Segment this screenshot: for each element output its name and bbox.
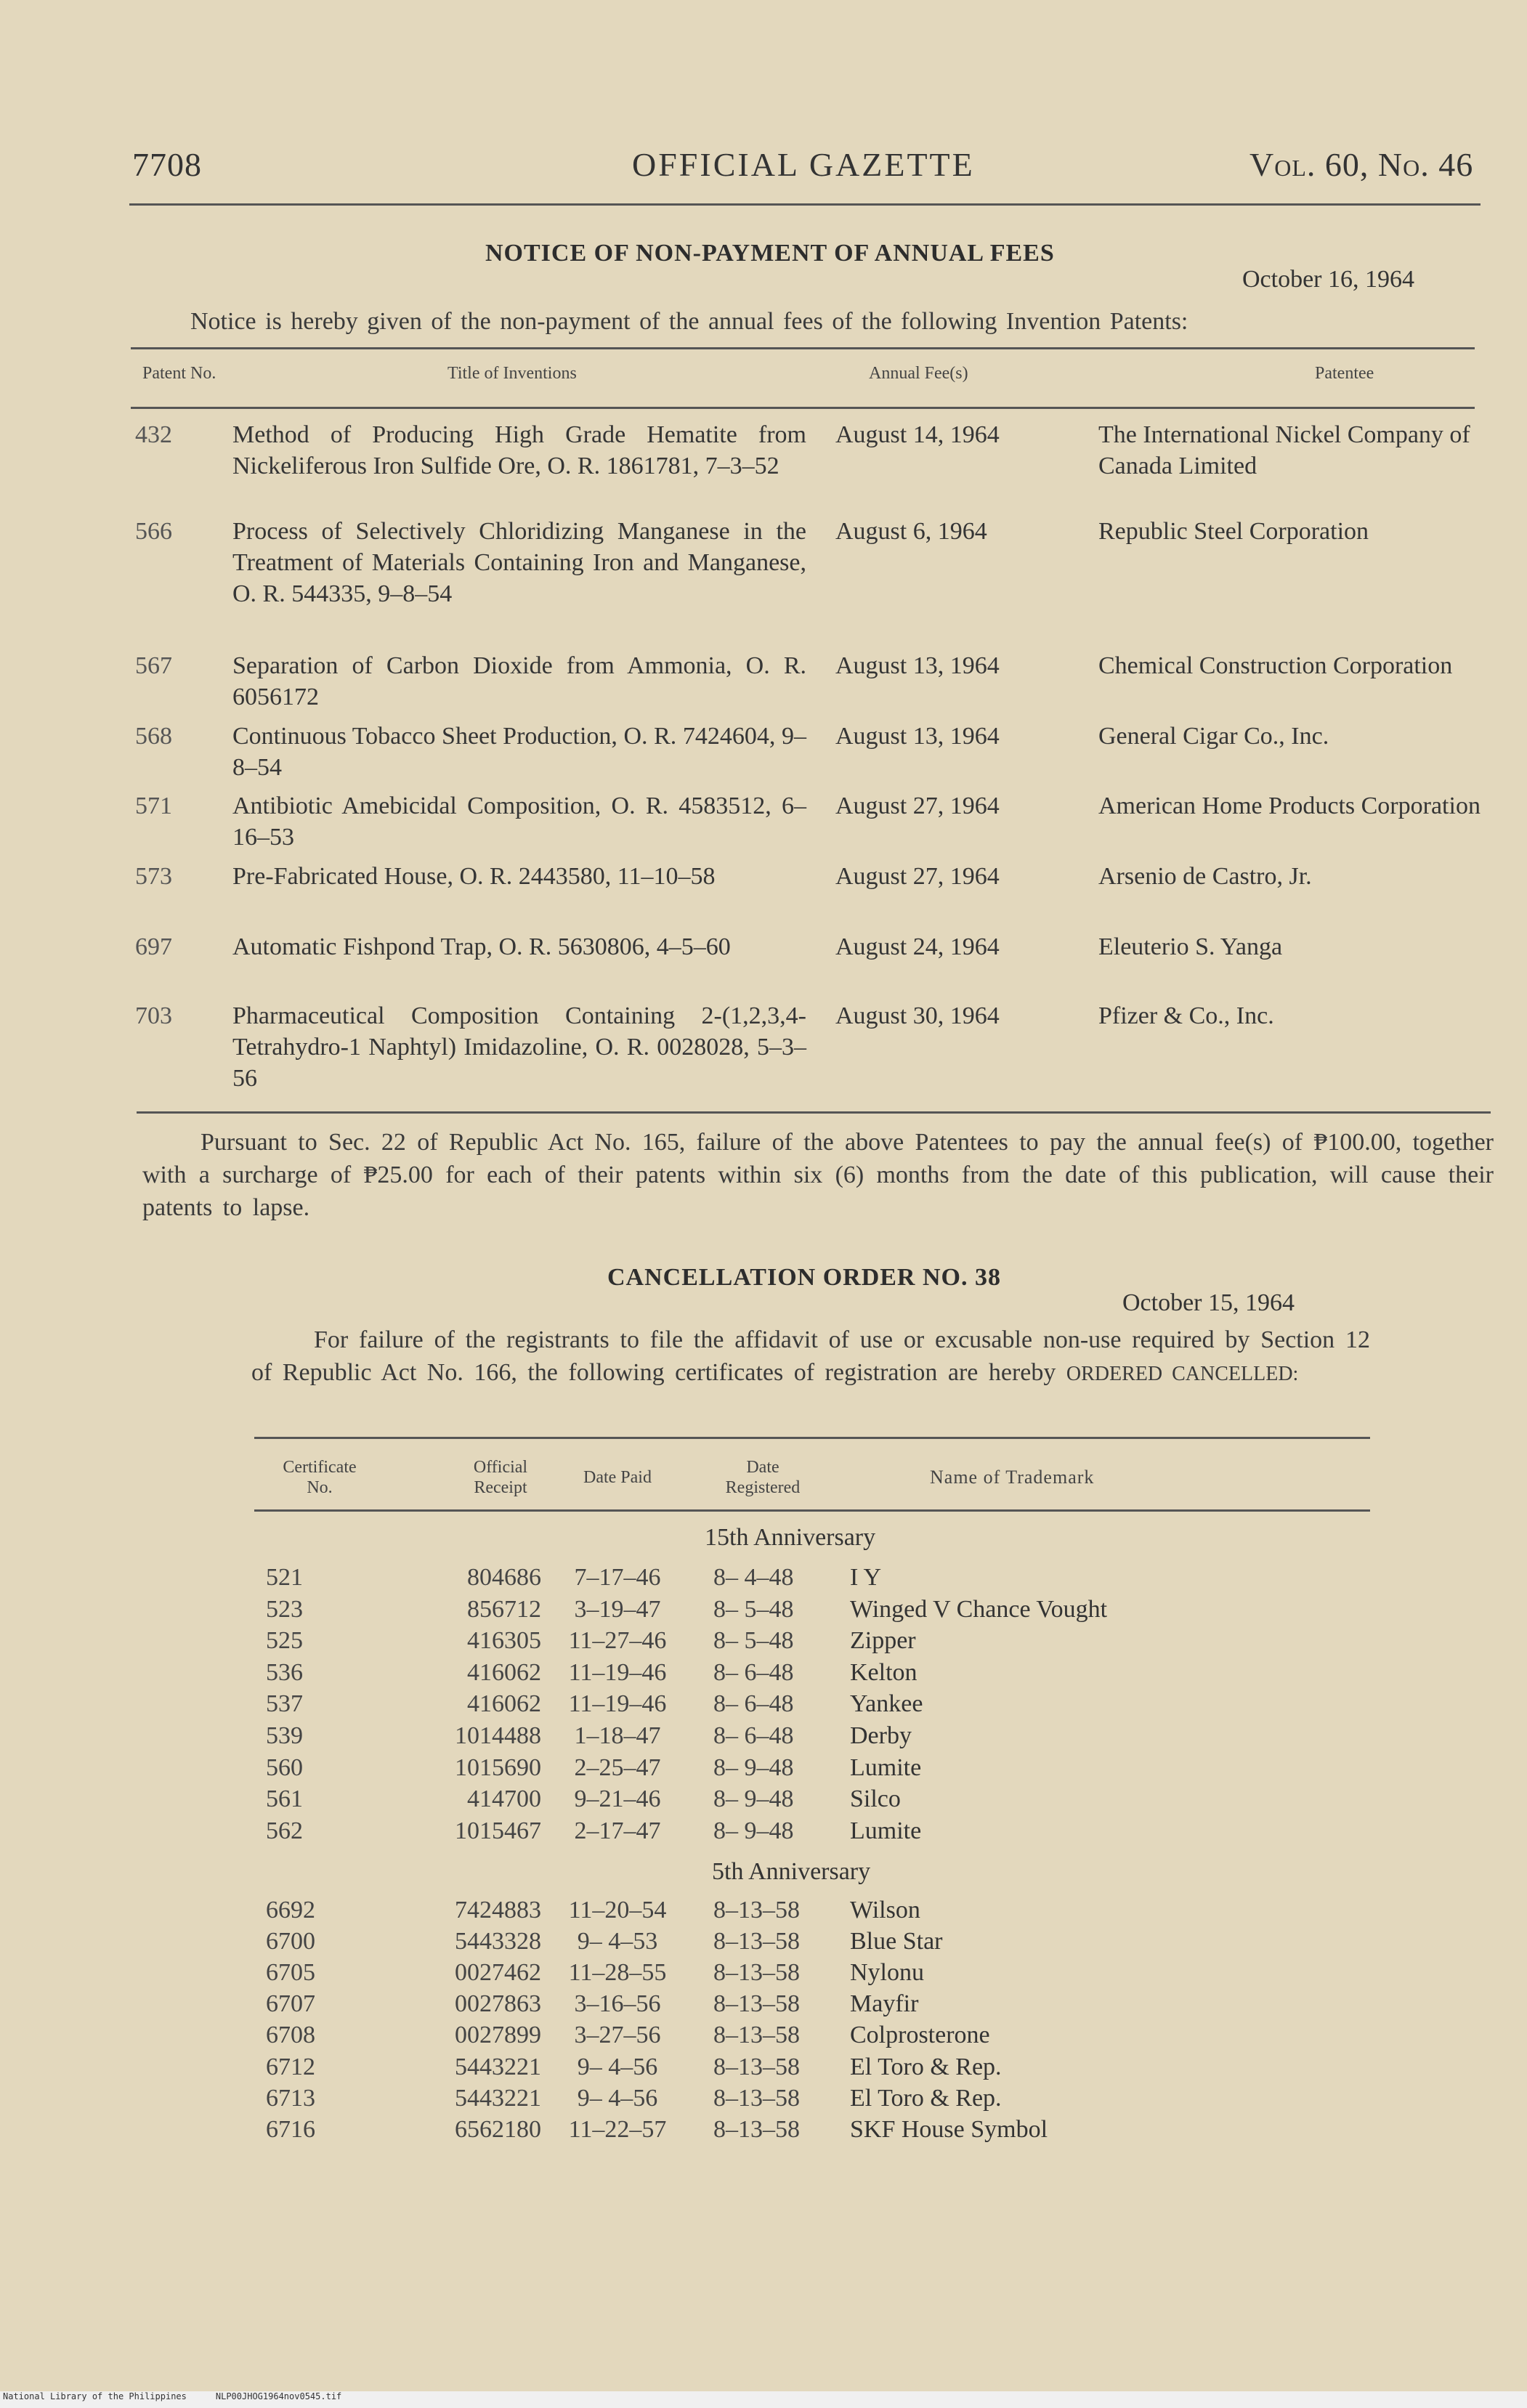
invention-title: Antibiotic Amebicidal Composition, O. R. 4583512, 6–16–53 [232, 792, 806, 851]
table-header-rule [131, 407, 1475, 409]
date-paid: 11–19–46 [568, 1690, 667, 1718]
certificate-no: 6708 [266, 2022, 315, 2049]
certificate-row [0, 1594, 1527, 1626]
annual-fee-date: August 14, 1964 [835, 421, 1000, 448]
patent-no: 571 [135, 792, 172, 819]
cert-table-top-rule [254, 1437, 1370, 1439]
certificate-no: 562 [266, 1817, 303, 1844]
date-paid: 2–17–47 [574, 1817, 661, 1844]
official-receipt: 5443328 [455, 1928, 541, 1955]
date-paid: 3–27–56 [574, 2022, 661, 2049]
invention-title: Pre-Fabricated House, O. R. 2443580, 11–10–58 [232, 863, 716, 890]
col-date-registered [705, 1457, 821, 1498]
invention-title: Pharmaceutical Composition Containing 2-(1,2,3,4-Tetrahydro-1 Naphtyl) Imidazoline, O. R. 0028028, 5–3–56 [232, 1002, 806, 1092]
date-registered: 8– 5–48 [713, 1627, 794, 1655]
notice-title: NOTICE OF NON-PAYMENT OF ANNUAL FEES [485, 240, 1055, 267]
official-receipt: 856712 [467, 1595, 541, 1623]
certificate-row [0, 2019, 1527, 2051]
patent-no: 568 [135, 723, 172, 750]
col-title: Title of Inventions [447, 364, 577, 383]
certificate-row [0, 2051, 1527, 2083]
header-rule [129, 203, 1481, 206]
certificate-no: 523 [266, 1595, 303, 1623]
volume-number: Vol. 60, No. 46 [1249, 146, 1474, 183]
certificate-no: 6705 [266, 1959, 315, 1987]
certificate-no: 521 [266, 1564, 303, 1591]
date-paid: 9– 4–53 [577, 1928, 658, 1955]
patentee: Pfizer & Co., Inc. [1098, 1002, 1274, 1029]
certificate-no: 6716 [266, 2115, 315, 2143]
patent-no: 566 [135, 518, 172, 545]
patentee: Chemical Construction Corporation [1098, 652, 1453, 679]
official-receipt: 6562180 [455, 2115, 541, 2143]
trademark-name: Mayfir [850, 1990, 919, 2018]
col-registered-line2: Registered [725, 1478, 801, 1497]
date-registered: 8– 9–48 [713, 1785, 794, 1813]
trademark-name: Wilson [850, 1897, 920, 1923]
trademark-name: I Y [850, 1564, 882, 1591]
pursuant-paragraph: Pursuant to Sec. 22 of Republic Act No. 165, failure of the above Patentees to pay the annual fee(s) of ₱100.00, together with a surcharge of ₱25.00 for each of their patents within six (6) months from the date of this publication, will cause their patents to lapse. [142, 1129, 1494, 1221]
annual-fee-date: August 13, 1964 [835, 652, 1000, 679]
col-patentee: Patentee [1315, 364, 1374, 383]
date-registered: 8–13–58 [713, 2053, 800, 2080]
certificate-row [0, 1562, 1527, 1594]
trademark-name: Nylonu [850, 1959, 924, 1987]
certificate-no: 536 [266, 1658, 303, 1686]
cancellation-title: CANCELLATION ORDER NO. 38 [607, 1264, 1001, 1291]
official-receipt: 416062 [467, 1690, 541, 1718]
certificate-row [0, 1957, 1527, 1989]
official-receipt: 5443221 [455, 2084, 541, 2112]
certificate-row [0, 1894, 1527, 1926]
official-receipt: 7424883 [455, 1897, 541, 1923]
date-registered: 8– 6–48 [713, 1722, 794, 1749]
certificate-row [0, 2114, 1527, 2146]
annual-fee-date: August 13, 1964 [835, 723, 1000, 750]
certificate-row [0, 2083, 1527, 2115]
official-receipt: 0027462 [455, 1959, 541, 1987]
invention-title: Automatic Fishpond Trap, O. R. 5630806, 4–5–60 [232, 933, 731, 960]
date-registered: 8–13–58 [713, 2022, 800, 2049]
certificate-row [0, 1815, 1527, 1847]
scan-footer [0, 2391, 1527, 2408]
annual-fee-date: August 27, 1964 [835, 863, 1000, 890]
table-top-rule [131, 347, 1475, 349]
trademark-name: SKF House Symbol [850, 2115, 1048, 2143]
trademark-name: Winged V Chance Vought [850, 1595, 1108, 1623]
certificate-no: 537 [266, 1690, 303, 1718]
certificate-no: 560 [266, 1754, 303, 1781]
date-registered: 8– 5–48 [713, 1595, 794, 1623]
col-receipt-line1: Official [473, 1458, 528, 1477]
patentee: Eleuterio S. Yanga [1098, 933, 1283, 960]
official-receipt: 1015690 [455, 1754, 541, 1781]
trademark-name: El Toro & Rep. [850, 2053, 1002, 2080]
date-paid: 9–21–46 [574, 1785, 661, 1813]
cancellation-intro-text: For failure of the registrants to file the affidavit of use or excusable non-use required by Section 12 of Republic Act No. 166, the following certificates of registration are hereby [251, 1326, 1370, 1386]
trademark-name: Lumite [850, 1754, 922, 1781]
trademark-name: Kelton [850, 1658, 918, 1686]
date-paid: 11–19–46 [568, 1658, 667, 1686]
date-paid: 9– 4–56 [577, 2053, 658, 2080]
trademark-name: El Toro & Rep. [850, 2084, 1002, 2112]
certificate-no: 6713 [266, 2084, 315, 2112]
official-receipt: 5443221 [455, 2053, 541, 2080]
certificate-row [0, 1688, 1527, 1720]
official-receipt: 1014488 [455, 1722, 541, 1749]
date-registered: 8–13–58 [713, 1897, 800, 1923]
patent-no: 432 [135, 421, 172, 448]
certificate-no: 6700 [266, 1928, 315, 1955]
patent-no: 567 [135, 652, 172, 679]
patentee: The International Nickel Company of Canada Limited [1098, 421, 1470, 479]
col-trademark: Name of Trademark [930, 1467, 1095, 1488]
group-label: 15th Anniversary [705, 1524, 876, 1551]
table-bottom-rule [137, 1111, 1491, 1114]
patentee: Republic Steel Corporation [1098, 518, 1369, 545]
date-registered: 8– 6–48 [713, 1690, 794, 1718]
footer-library: National Library of the Philippines [3, 2391, 187, 2401]
official-receipt: 414700 [467, 1785, 541, 1813]
invention-title: Continuous Tobacco Sheet Production, O. R. 7424604, 9–8–54 [232, 723, 806, 781]
trademark-name: Colprosterone [850, 2022, 990, 2049]
notice-date: October 16, 1964 [1242, 266, 1415, 293]
col-date-paid: Date Paid [583, 1468, 652, 1487]
patent-no: 573 [135, 863, 172, 890]
date-registered: 8– 4–48 [713, 1564, 794, 1591]
cancellation-date: October 15, 1964 [1122, 1289, 1295, 1316]
cancellation-intro [251, 1323, 1370, 1390]
col-registered-line1: Date [746, 1458, 779, 1477]
official-receipt: 416062 [467, 1658, 541, 1686]
cert-table-header-rule [254, 1509, 1370, 1512]
footer-file: NLP00JHOG1964nov0545.tif [215, 2391, 342, 2401]
date-paid: 1–18–47 [574, 1722, 661, 1749]
official-receipt: 0027899 [455, 2022, 541, 2049]
certificate-no: 6707 [266, 1990, 315, 2018]
date-registered: 8–13–58 [713, 2115, 800, 2143]
date-registered: 8– 9–48 [713, 1817, 794, 1844]
page-number: 7708 [132, 146, 202, 183]
certificate-no: 6712 [266, 2053, 315, 2080]
trademark-name: Silco [850, 1785, 901, 1813]
col-certificate-no [247, 1457, 392, 1498]
certificate-row [0, 1720, 1527, 1752]
patent-no: 703 [135, 1002, 172, 1029]
notice-intro: Notice is hereby given of the non-payment of the annual fees of the following Invention Patents: [190, 308, 1188, 335]
col-certificate-line2: No. [307, 1478, 333, 1497]
date-paid: 11–22–57 [568, 2115, 667, 2143]
col-receipt-line2: Receipt [474, 1478, 527, 1497]
date-paid: 2–25–47 [574, 1754, 661, 1781]
certificate-no: 561 [266, 1785, 303, 1813]
annual-fee-date: August 6, 1964 [835, 518, 987, 545]
certificate-row [0, 1988, 1527, 2020]
official-receipt: 416305 [467, 1627, 541, 1655]
publication-title: OFFICIAL GAZETTE [632, 146, 975, 183]
date-registered: 8–13–58 [713, 2084, 800, 2112]
date-registered: 8–13–58 [713, 1959, 800, 1987]
patentee: General Cigar Co., Inc. [1098, 723, 1329, 750]
date-paid: 3–16–56 [574, 1990, 661, 2018]
date-registered: 8–13–58 [713, 1928, 800, 1955]
date-registered: 8– 9–48 [713, 1754, 794, 1781]
col-patent-no: Patent No. [142, 364, 216, 383]
annual-fee-date: August 30, 1964 [835, 1002, 1000, 1029]
col-annual-fees: Annual Fee(s) [869, 364, 968, 383]
trademark-name: Derby [850, 1722, 912, 1749]
trademark-name: Blue Star [850, 1928, 943, 1955]
date-paid: 9– 4–56 [577, 2084, 658, 2112]
date-registered: 8– 6–48 [713, 1658, 794, 1686]
certificate-row [0, 1657, 1527, 1689]
patentee: American Home Products Corporation [1098, 792, 1481, 819]
ordered-cancelled: ORDERED CANCELLED: [1066, 1363, 1299, 1385]
annual-fee-date: August 27, 1964 [835, 792, 1000, 819]
date-registered: 8–13–58 [713, 1990, 800, 2018]
official-receipt: 804686 [467, 1564, 541, 1591]
date-paid: 11–20–54 [568, 1897, 667, 1923]
invention-title: Process of Selectively Chloridizing Manganese in the Treatment of Materials Containing Iron and Manganese, O. R. 544335, 9–8–54 [232, 518, 806, 607]
date-paid: 7–17–46 [574, 1564, 661, 1591]
patent-no: 697 [135, 933, 172, 960]
date-paid: 11–27–46 [568, 1627, 667, 1655]
official-receipt: 1015467 [455, 1817, 541, 1844]
group-label: 5th Anniversary [712, 1858, 871, 1885]
trademark-name: Zipper [850, 1627, 916, 1655]
certificate-no: 525 [266, 1627, 303, 1655]
certificate-row [0, 1625, 1527, 1657]
date-paid: 3–19–47 [574, 1595, 661, 1623]
col-certificate-line1: Certificate [283, 1458, 357, 1477]
patentee: Arsenio de Castro, Jr. [1098, 863, 1312, 890]
invention-title: Separation of Carbon Dioxide from Ammonia, O. R. 6056172 [232, 652, 806, 710]
invention-title: Method of Producing High Grade Hematite from Nickeliferous Iron Sulfide Ore, O. R. 1861781, 7–3–52 [232, 421, 806, 479]
certificate-row [0, 1926, 1527, 1958]
annual-fee-date: August 24, 1964 [835, 933, 1000, 960]
certificate-row [0, 1752, 1527, 1784]
official-receipt: 0027863 [455, 1990, 541, 2018]
col-official-receipt [446, 1457, 555, 1498]
certificate-no: 6692 [266, 1897, 315, 1923]
trademark-name: Lumite [850, 1817, 922, 1844]
trademark-name: Yankee [850, 1690, 923, 1718]
certificate-row [0, 1783, 1527, 1815]
certificate-no: 539 [266, 1722, 303, 1749]
date-paid: 11–28–55 [568, 1959, 667, 1987]
